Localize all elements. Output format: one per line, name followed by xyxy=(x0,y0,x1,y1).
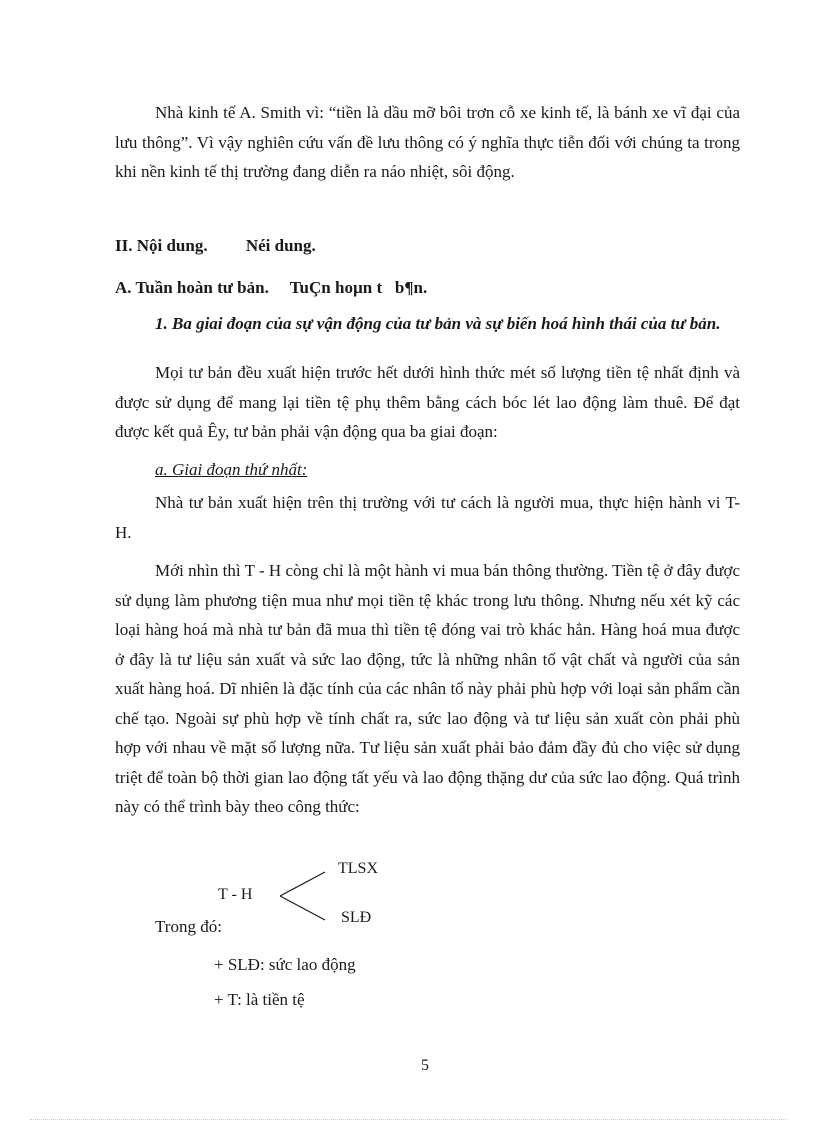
heading-section-a: A. Tuần hoàn tư bản. TuÇn hoµn t b¶n. xyxy=(115,278,428,297)
subheading-three-stages: 1. Ba giai đoạn của sự vận động của tư bản và sự biến hoá hình thái của tư bản. xyxy=(155,314,721,333)
formula-sld: SLĐ xyxy=(341,909,372,926)
page-number: 5 xyxy=(421,1057,429,1074)
paragraph-t-h-explanation: Mới nhìn thì T - H còng chỉ là một hành vi mua bán thông thường. Tiền tệ ở đây được sử dụng làm phương tiện mua như mọi tiền tệ khác trong lưu thông. Nhưng nếu xét kỹ các loại hàng hoá mà nhà tư bản đã mua thì tiền tệ đóng vai trò khác hẳn. Hàng hoá mua được ở đây là tư liệu sản xuất và sức lao động, tức là những nhân tố vật chất và người của sản xuất hàng hoá. Dĩ nhiên là đặc tính của các nhân tố này phải phù hợp với loại sản phẩm cần chế tạo. Ngoài sự phù hợp về tính chất ra, sức lao động và tư liệu sản xuất còn phải phù hợp với nhau về mặt số lượng nữa. Tư liệu sản xuất phải bảo đảm đầy đủ cho việc sử dụng triệt để toàn bộ thời gian lao động tất yếu và lao động thặng dư của sức lao động. Quá trình này có thể trình bày theo công thức: xyxy=(115,561,740,816)
note-t-definition: + T: là tiền tệ xyxy=(214,990,305,1009)
note-sld-definition: + SLĐ: sức lao động xyxy=(214,955,356,974)
formula-t-h: T - H xyxy=(218,886,253,903)
formula-branch-lines xyxy=(276,870,328,922)
paragraph-capital-origin: Mọi tư bản đều xuất hiện trước hết dưới hình thức mét số lượng tiền tệ nhất định và được sử dụng để mang lại tiền tệ phụ thêm bằng cách bóc lét lao động làm thuê. Để đạt được kết quả Êy, tư bản phải vận động qua ba giai đoạn: xyxy=(115,363,740,441)
formula-tlsx: TLSX xyxy=(338,860,378,877)
page-bottom-divider xyxy=(30,1119,786,1120)
heading-section-ii: II. Nội dung. Néi dung. xyxy=(115,236,316,255)
formula-where-label: Trong đó: xyxy=(155,917,222,936)
heading-stage-one: a. Giai đoạn thứ nhất: xyxy=(155,460,308,479)
paragraph-capitalist-buyer: Nhà tư bản xuất hiện trên thị trường với tư cách là người mua, thực hiện hành vi T- H. xyxy=(115,493,740,542)
paragraph-smith-quote: Nhà kinh tế A. Smith vì: “tiền là dầu mỡ bôi trơn cỗ xe kinh tế, là bánh xe vĩ đại của lưu thông”. Vì vậy nghiên cứu vấn đề lưu thông có ý nghĩa thực tiễn đối với chúng ta trong khi nền kinh tế thị trường đang diễn ra náo nhiệt, sôi động. xyxy=(115,103,740,181)
